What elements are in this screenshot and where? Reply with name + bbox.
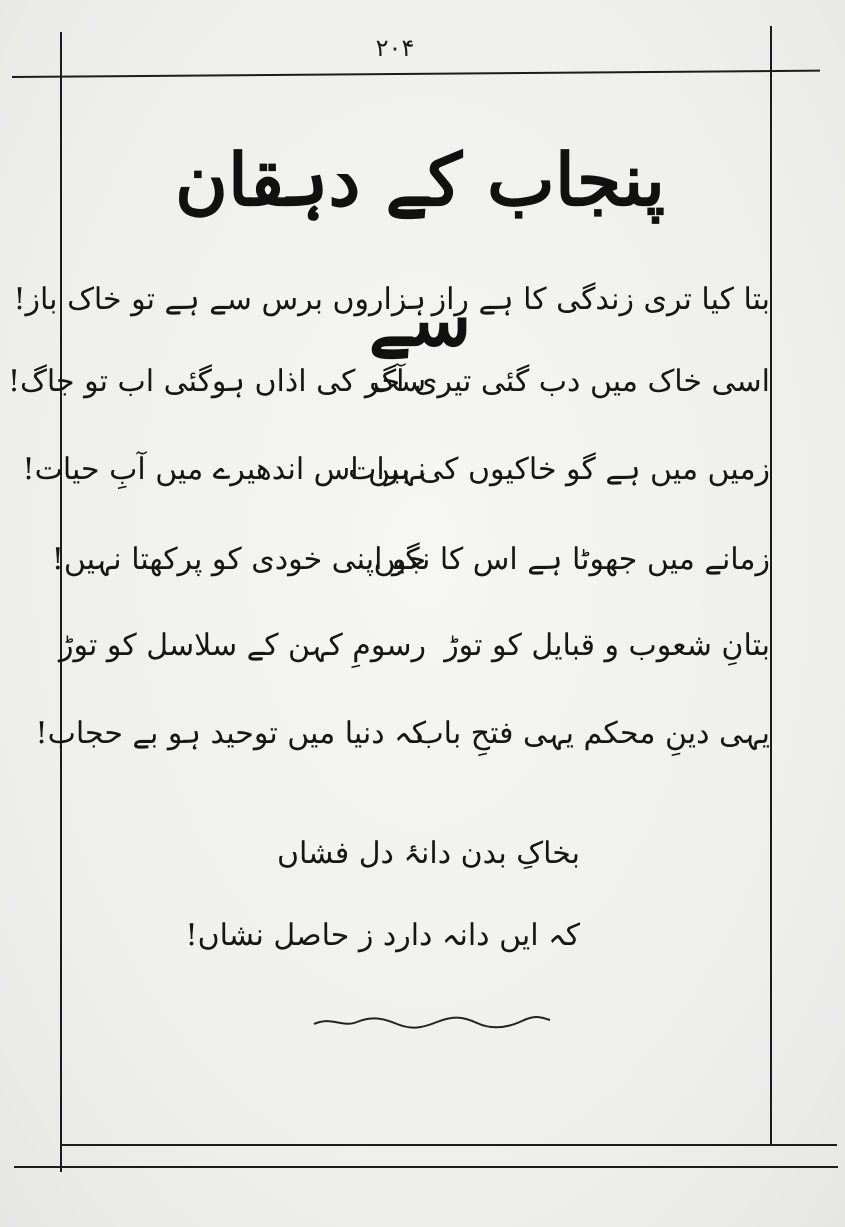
closing-line-2: کہ ایں دانہ دارد ز حاصل نشاں!: [185, 918, 580, 953]
couplet-2-first-line: اسی خاک میں دب گئی تیری آگ: [369, 364, 770, 399]
page-number: ۲۰۴: [375, 34, 415, 62]
couplet-1-first-line: بتا کیا تری زندگی کا ہے راز: [431, 282, 770, 317]
couplet-6-second-line: کہ دنیا میں توحید ہو بے حجاب!: [35, 716, 426, 751]
couplet-2-second-line: سحر کی اذاں ہوگئی اب تو جاگ!: [7, 364, 426, 399]
bottom-border-rule: [14, 1166, 838, 1168]
couplet-4-first-line: زمانے میں جھوٹا ہے اس کا نگیں: [373, 542, 770, 577]
couplet-3-first-line: زمیں میں ہے گو خاکیوں کی برات: [348, 452, 770, 487]
couplet-6-first-line: یہی دینِ محکم یہی فتحِ باب: [415, 716, 770, 751]
top-border-rule: [12, 70, 820, 78]
lower-border-rule: [62, 1144, 837, 1146]
couplet-5-second-line: رسومِ کہن کے سلاسل کو توڑ: [59, 628, 426, 663]
couplet-3-second-line: نہیں اس اندھیرے میں آبِ حیات!: [22, 452, 426, 487]
poem-title: پنجاب کے دہقان سے: [174, 137, 666, 362]
closing-line-1: بخاکِ بدن دانۂ دل فشاں: [276, 836, 580, 871]
right-border-rule: [770, 26, 772, 1144]
couplet-1-second-line: ہزاروں برس سے ہے تو خاک باز!: [13, 282, 426, 317]
couplet-5-first-line: بتانِ شعوب و قبایل کو توڑ: [444, 628, 770, 663]
ornamental-swash: [312, 1012, 552, 1032]
left-border-rule: [60, 32, 62, 1172]
couplet-4-second-line: جو اپنی خودی کو پرکھتا نہیں!: [51, 542, 426, 577]
